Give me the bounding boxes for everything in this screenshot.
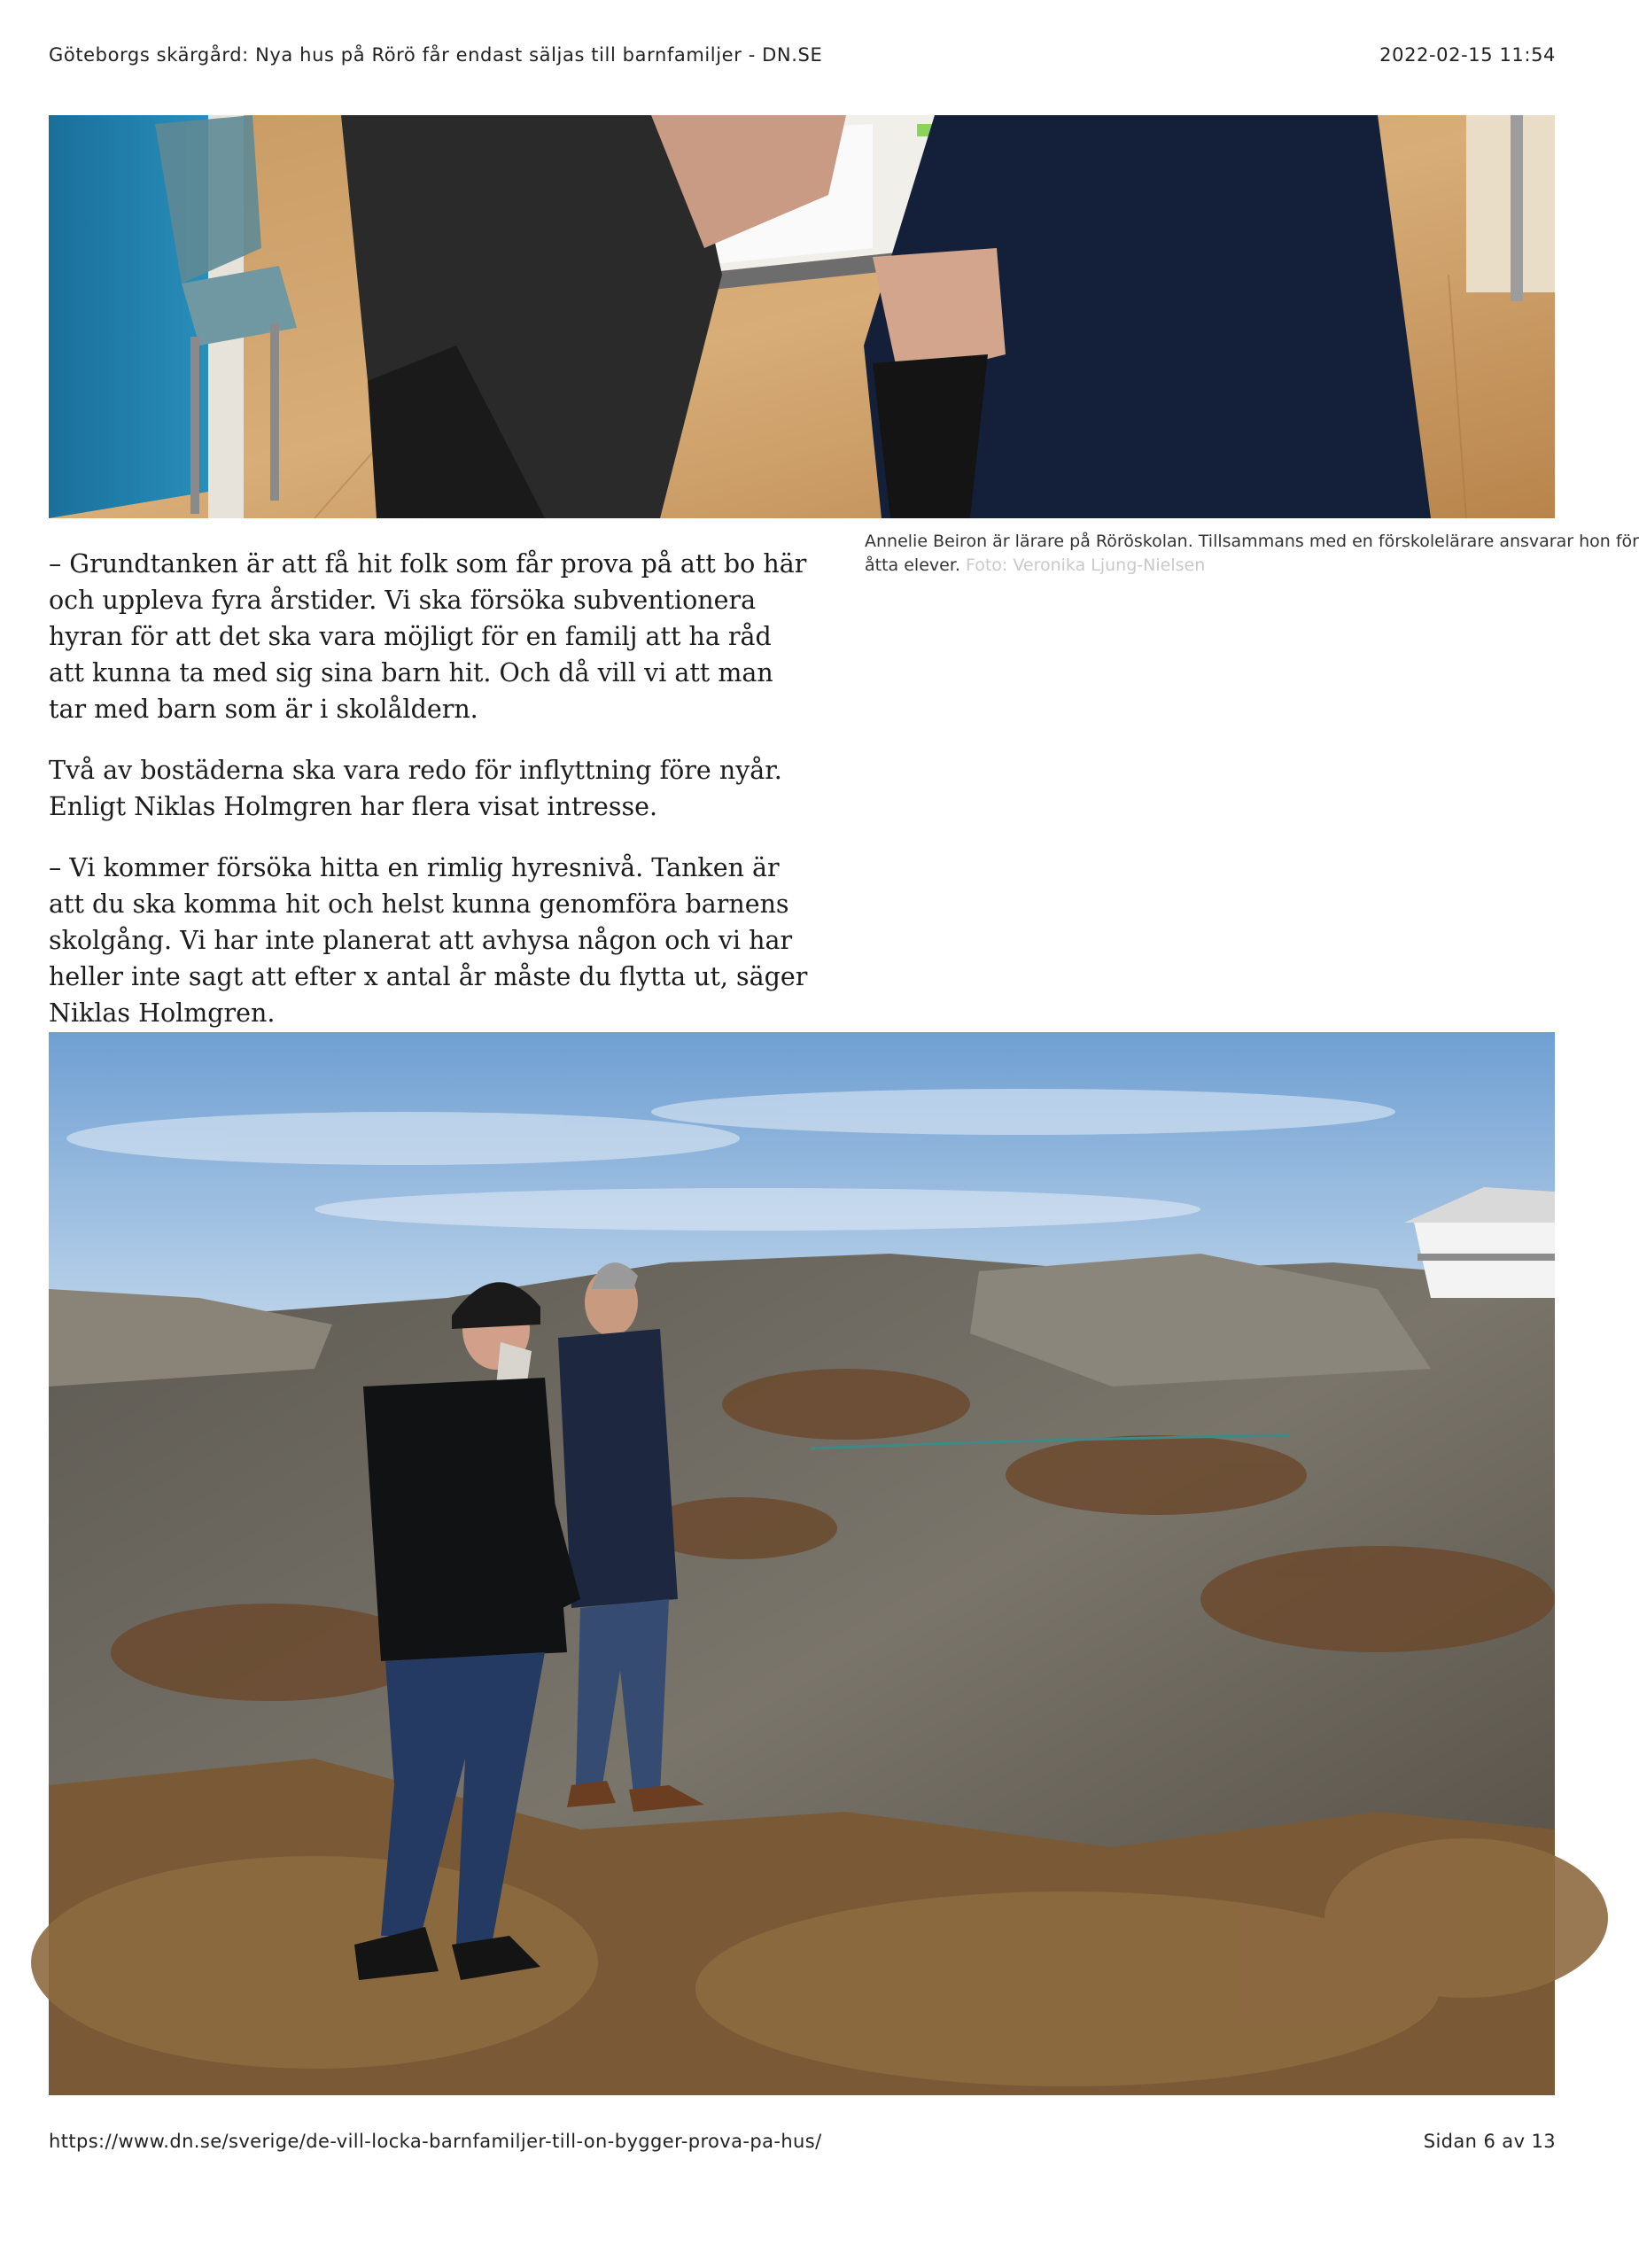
classroom-photo-art xyxy=(49,115,1555,518)
page-title: Göteborgs skärgård: Nya hus på Rörö får endast säljas till barnfamiljer - DN.SE xyxy=(49,44,823,66)
article-paragraph: – Vi kommer försöka hitta en rimlig hyresnivå. Tanken är att du ska komma hit och helst kunna genomföra barnens skolgång. Vi har inte planerat att avhysa någon och vi har heller inte sagt att efter x antal år måste du flytta ut, säger Niklas Holmgren. xyxy=(49,853,808,1028)
photo-credit: Foto: Veronika Ljung-Nielsen xyxy=(965,555,1206,575)
article-paragraph: – Grundtanken är att få hit folk som får prova på att bo här och uppleva fyra årstider. Vi ska försöka subventionera hyran för att det ska vara möjligt för en familj att ha råd att kunna ta med sig sina barn hit. Och då vill vi att man tar med barn som är i skolåldern. xyxy=(49,549,807,724)
print-timestamp: 2022-02-15 11:54 xyxy=(1379,44,1556,66)
two-men-walking-photo-art xyxy=(49,1032,1555,2095)
photo-caption xyxy=(865,530,1639,586)
page-number: Sidan 6 av 13 xyxy=(1423,2131,1556,2152)
caption-line-2 xyxy=(865,554,1555,578)
print-footer xyxy=(49,2131,1556,2161)
article-paragraph: Två av bostäderna ska vara redo för inflyttning före nyår. Enligt Niklas Holmgren har flera visat intresse. xyxy=(49,756,782,821)
caption-line-1: Annelie Beiron är lärare på Röröskolan. Tillsammans med en förskolelärare ansvarar hon för xyxy=(865,532,1639,551)
two-men-walking-photo xyxy=(49,1032,1555,2095)
caption-line-2-text: åtta elever. xyxy=(865,555,960,575)
page-url: https://www.dn.se/sverige/de-vill-locka-barnfamiljer-till-on-bygger-prova-pa-hus/ xyxy=(49,2131,822,2152)
classroom-photo xyxy=(49,115,1555,518)
print-header xyxy=(49,44,1556,74)
article-body xyxy=(49,546,811,1056)
